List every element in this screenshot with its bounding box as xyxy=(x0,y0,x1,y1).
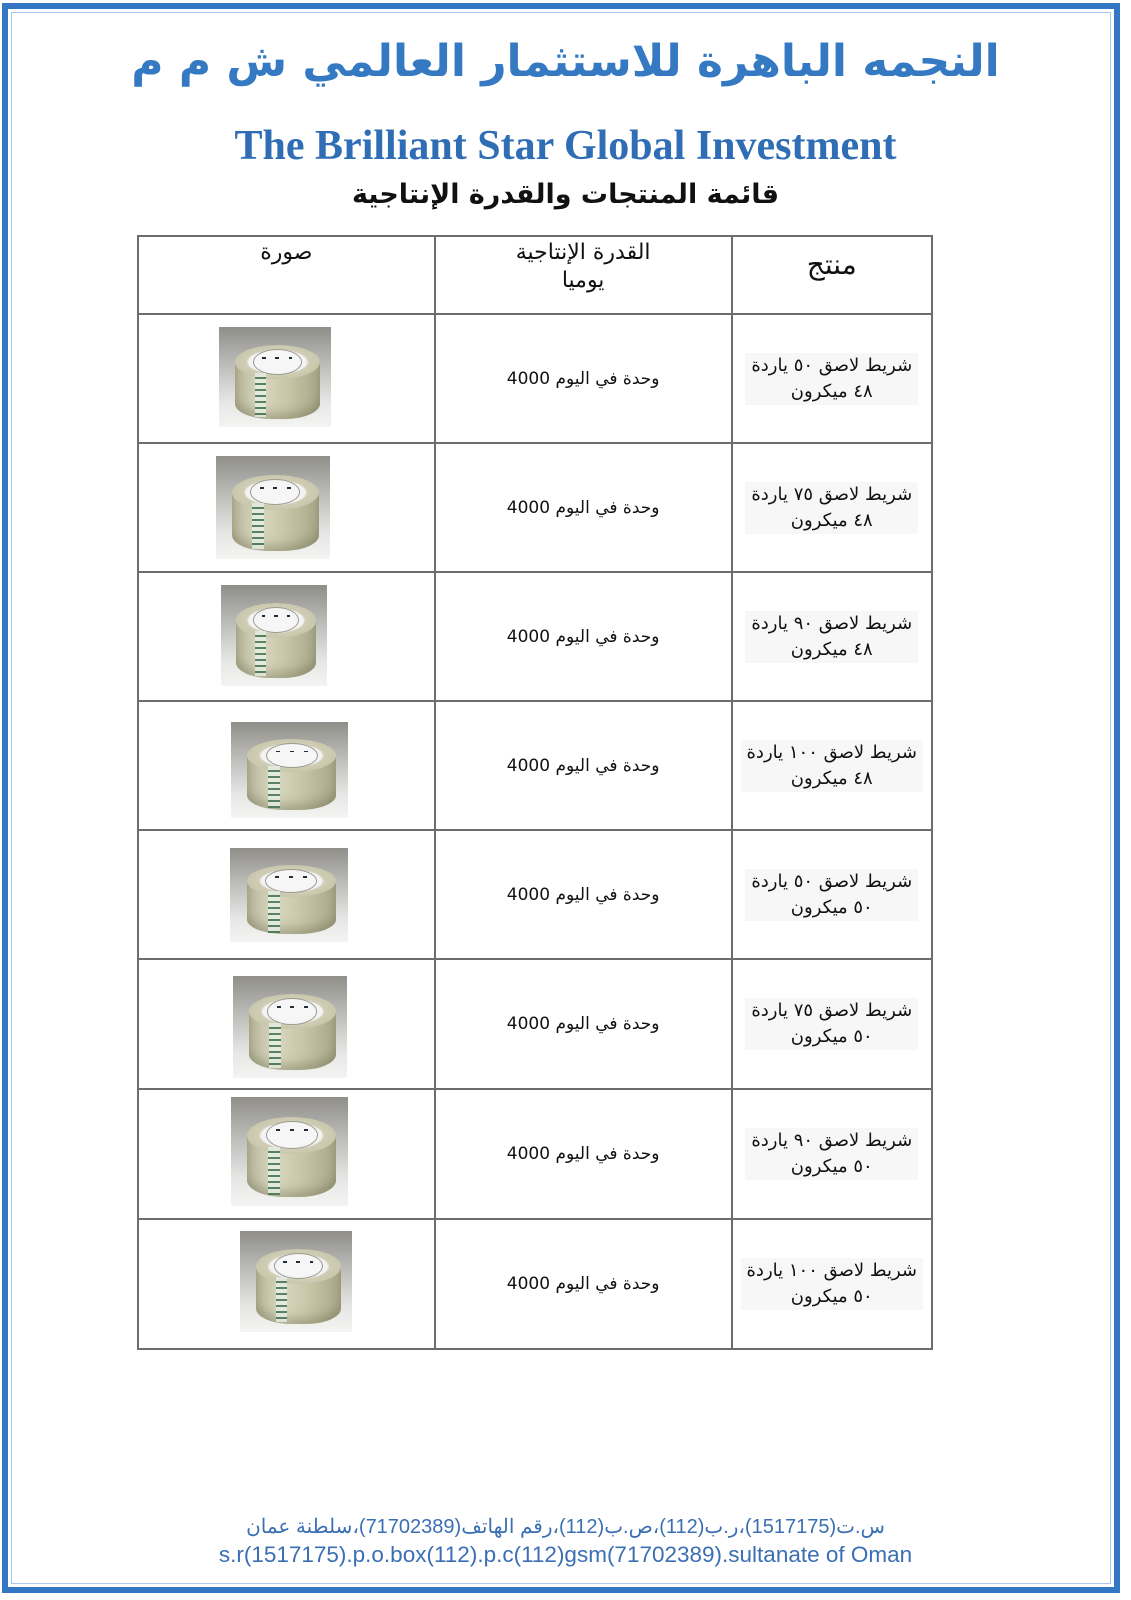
column-header-capacity xyxy=(435,236,732,314)
image-cell xyxy=(138,443,435,572)
core-logo-mark xyxy=(276,751,280,753)
core-logo-mark xyxy=(303,876,307,878)
tape-print-stripe xyxy=(269,1023,280,1068)
table-row xyxy=(138,701,932,830)
capacity-cell xyxy=(435,1219,732,1349)
image-cell xyxy=(138,701,435,830)
capacity-value: وحدة في اليوم 4000 xyxy=(506,368,660,389)
core-logo-mark xyxy=(287,615,291,617)
image-cell xyxy=(138,830,435,959)
tape-roll-core xyxy=(253,349,302,375)
product-name-line1: شريط لاصق ٩٠ ياردة xyxy=(751,1130,913,1151)
core-logo-mark xyxy=(275,876,279,878)
capacity-cell xyxy=(435,701,732,830)
product-name xyxy=(745,1128,918,1180)
tape-print-stripe xyxy=(268,1147,280,1195)
capacity-cell xyxy=(435,959,732,1089)
tape-roll-photo-icon xyxy=(233,976,347,1078)
tape-roll-photo-icon xyxy=(240,1231,352,1332)
capacity-value: وحدة في اليوم 4000 xyxy=(506,1014,660,1034)
product-name-line1: شريط لاصق ٥٠ ياردة xyxy=(751,870,913,892)
capacity-value: وحدة في اليوم 4000 xyxy=(506,884,660,905)
tape-roll-photo-icon xyxy=(216,456,330,559)
tape-roll-core xyxy=(266,743,318,768)
product-cell xyxy=(732,959,933,1089)
tape-print-stripe xyxy=(276,1277,287,1321)
table-row xyxy=(138,959,932,1089)
column-header-capacity-line2: يوميا xyxy=(561,268,605,293)
core-logo-mark xyxy=(289,357,293,359)
product-name-line2: ٤٨ ميكرون xyxy=(790,638,873,660)
tape-print-stripe xyxy=(252,503,263,548)
company-name-arabic: النجمه الباهرة للاستثمار العالمي ش م م xyxy=(131,36,1000,87)
product-name-line2: ٤٨ ميكرون xyxy=(790,509,873,531)
image-cell xyxy=(138,572,435,701)
capacity-value: وحدة في اليوم 4000 xyxy=(506,497,660,518)
product-name-line1: شريط لاصق ١٠٠ ياردة xyxy=(746,741,917,763)
product-name-line2: ٥٠ ميكرون xyxy=(790,1286,873,1307)
tape-roll-photo-icon xyxy=(231,722,348,818)
product-name xyxy=(741,740,924,792)
column-header-image: صورة xyxy=(138,236,435,314)
product-name xyxy=(745,998,918,1050)
product-name-line1: شريط لاصق ٧٥ ياردة xyxy=(751,483,913,505)
tape-roll-core xyxy=(266,1121,318,1149)
core-logo-mark xyxy=(289,876,293,878)
core-logo-mark xyxy=(277,1006,281,1008)
table-header-row xyxy=(138,236,932,314)
product-cell xyxy=(732,830,933,959)
capacity-value: وحدة في اليوم 4000 xyxy=(506,626,660,647)
product-name xyxy=(741,1258,924,1310)
product-name xyxy=(745,353,918,405)
footer-address-arabic: س.ت(1517175)،ر.ب(112)،ص.ب(112)،رقم الهاتف(71702389)،سلطنة عمان xyxy=(246,1516,885,1538)
product-name-line2: ٥٠ ميكرون xyxy=(790,1156,873,1177)
table-row xyxy=(138,314,932,443)
product-name-line1: شريط لاصق ٩٠ ياردة xyxy=(751,612,913,634)
product-cell xyxy=(732,1219,933,1349)
product-cell xyxy=(732,443,933,572)
image-cell xyxy=(138,314,435,443)
product-name-line2: ٥٠ ميكرون xyxy=(790,1026,873,1047)
product-name-line2: ٤٨ ميكرون xyxy=(790,380,873,402)
image-cell xyxy=(138,959,435,1089)
table-row xyxy=(138,443,932,572)
tape-roll-photo-icon xyxy=(230,848,348,942)
core-logo-mark xyxy=(287,487,291,489)
product-cell xyxy=(732,314,933,443)
product-name xyxy=(745,482,918,534)
core-logo-mark xyxy=(260,487,264,489)
core-logo-mark xyxy=(275,357,279,359)
table-row xyxy=(138,572,932,701)
footer-address-english: s.r(1517175).p.o.box(112).p.c(112)gsm(71702389).sultanate of Oman xyxy=(218,1542,913,1567)
core-logo-mark xyxy=(290,1129,294,1131)
core-logo-mark xyxy=(304,1129,308,1131)
tape-print-stripe xyxy=(268,766,280,808)
tape-roll-photo-icon xyxy=(221,585,327,686)
capacity-value: وحدة في اليوم 4000 xyxy=(506,1144,660,1164)
core-logo-mark xyxy=(262,357,266,359)
product-name xyxy=(745,869,918,921)
product-name-line1: شريط لاصق ٥٠ ياردة xyxy=(751,354,913,376)
product-name-line2: ٤٨ ميكرون xyxy=(790,767,873,789)
capacity-cell xyxy=(435,1089,732,1219)
core-logo-mark xyxy=(296,1261,300,1263)
tape-print-stripe xyxy=(268,891,280,932)
capacity-cell xyxy=(435,830,732,959)
core-logo-mark xyxy=(304,1006,308,1008)
table-row xyxy=(138,1219,932,1349)
tape-roll-photo-icon xyxy=(219,327,331,427)
table-row xyxy=(138,830,932,959)
column-header-capacity-line1: القدرة الإنتاجية xyxy=(515,240,651,265)
capacity-value: وحدة في اليوم 4000 xyxy=(506,755,660,776)
image-cell xyxy=(138,1219,435,1349)
core-logo-mark xyxy=(273,487,277,489)
products-table xyxy=(137,235,933,1350)
product-name-line2: ٥٠ ميكرون xyxy=(790,896,873,918)
product-name-line1: شريط لاصق ١٠٠ ياردة xyxy=(746,1260,917,1281)
core-logo-mark xyxy=(274,615,278,617)
table-row xyxy=(138,1089,932,1219)
core-logo-mark xyxy=(304,751,308,753)
core-logo-mark xyxy=(262,615,266,617)
capacity-cell xyxy=(435,443,732,572)
product-cell xyxy=(732,572,933,701)
core-logo-mark xyxy=(310,1261,314,1263)
capacity-value: وحدة في اليوم 4000 xyxy=(506,1274,660,1294)
capacity-cell xyxy=(435,314,732,443)
product-name xyxy=(745,611,918,663)
core-logo-mark xyxy=(290,1006,294,1008)
document-title: قائمة المنتجات والقدرة الإنتاجية xyxy=(351,179,780,210)
core-logo-mark xyxy=(276,1129,280,1131)
product-cell xyxy=(732,1089,933,1219)
tape-print-stripe xyxy=(255,373,266,417)
product-cell xyxy=(732,701,933,830)
core-logo-mark xyxy=(283,1261,287,1263)
tape-print-stripe xyxy=(255,631,266,675)
tape-roll-photo-icon xyxy=(231,1097,348,1206)
column-header-product: منتج xyxy=(732,236,933,314)
company-name-english: The Brilliant Star Global Investment xyxy=(234,123,897,169)
tape-roll-core xyxy=(267,998,317,1024)
product-name-line1: شريط لاصق ٧٥ ياردة xyxy=(751,1000,913,1021)
core-logo-mark xyxy=(290,751,294,753)
capacity-cell xyxy=(435,572,732,701)
image-cell xyxy=(138,1089,435,1219)
